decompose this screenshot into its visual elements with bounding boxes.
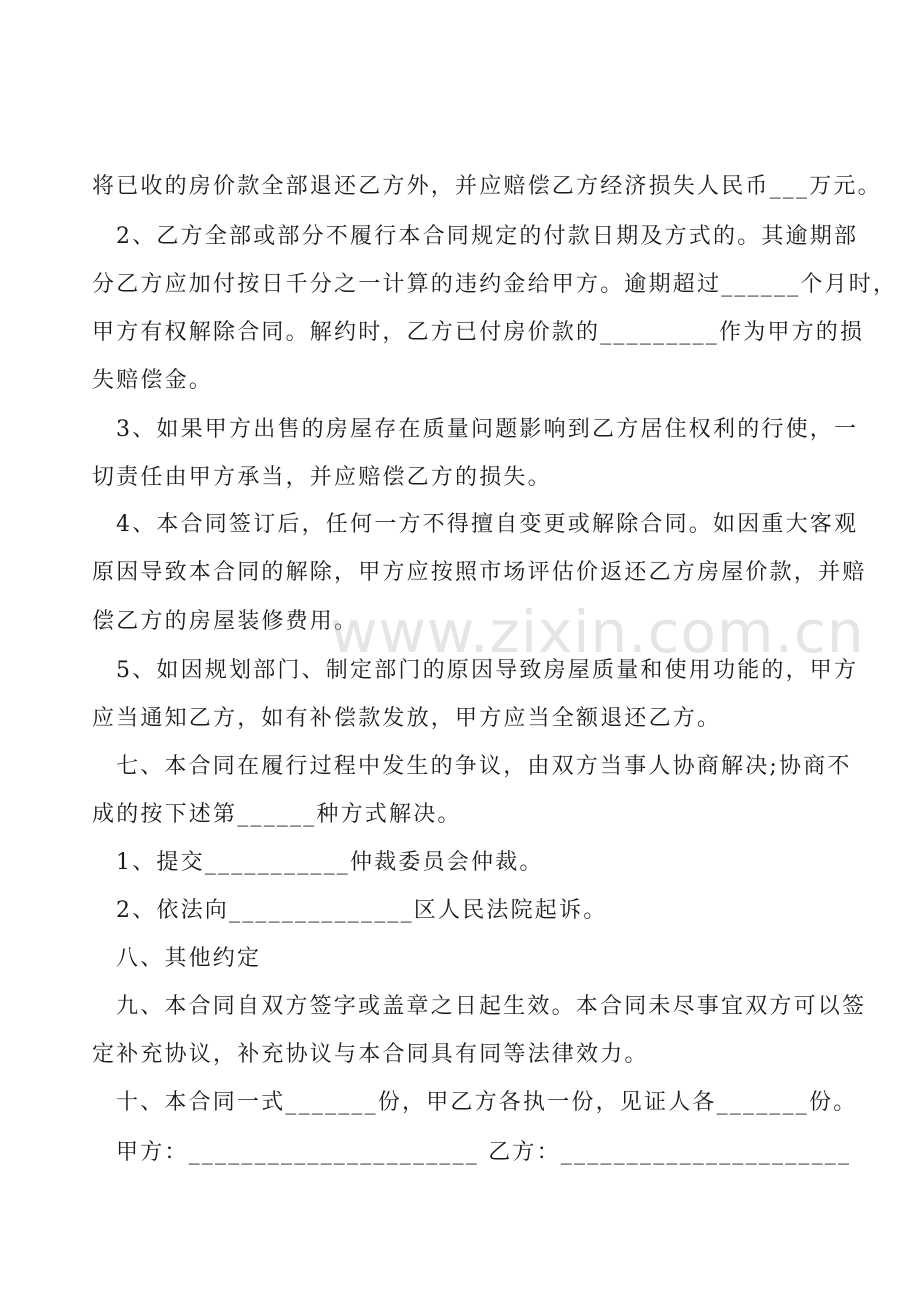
paragraph-line: 九、本合同自双方签字或盖章之日起生效。本合同未尽事宜双方可以签	[116, 994, 867, 1019]
paragraph-line: 十、本合同一式_______份，甲乙方各执一份，见证人各_______份。	[116, 1090, 858, 1115]
paragraph-line: 成的按下述第______种方式解决。	[92, 802, 462, 827]
watermark: www.zixin.com.cn	[330, 598, 865, 666]
paragraph-line: 分乙方应加付按日千分之一计算的违约金给甲方。逾期超过______个月时，	[92, 272, 898, 297]
signature-line: 甲方：______________________ 乙方：______________________	[116, 1140, 852, 1165]
paragraph-line: 失赔偿金。	[92, 368, 214, 393]
paragraph-line: 定补充协议，补充协议与本合同具有同等法律效力。	[92, 1042, 649, 1067]
paragraph-line: 将已收的房价款全部退还乙方外，并应赔偿乙方经济损失人民币___万元。	[92, 174, 882, 199]
paragraph-line: 偿乙方的房屋装修费用。	[92, 609, 359, 634]
paragraph-line: 3、如果甲方出售的房屋存在质量问题影响到乙方居住权利的行使，一	[116, 417, 859, 442]
paragraph-line: 2、乙方全部或部分不履行本合同规定的付款日期及方式的。其逾期部	[116, 224, 859, 249]
paragraph-line: 4、本合同签订后，任何一方不得擅自变更或解除合同。如因重大客观	[116, 512, 859, 537]
section-heading: 八、其他约定	[116, 946, 262, 971]
paragraph-line: 甲方有权解除合同。解约时，乙方已付房价款的_________作为甲方的损	[92, 320, 865, 345]
paragraph-line: 1、提交___________仲裁委员会仲裁。	[116, 850, 544, 875]
paragraph-line: 七、本合同在履行过程中发生的争议，由双方当事人协商解决;协商不	[116, 754, 852, 779]
paragraph-line: 应当通知乙方，如有补偿款发放，甲方应当全额退还乙方。	[92, 706, 722, 731]
paragraph-line: 5、如因规划部门、制定部门的原因导致房屋质量和使用功能的，甲方	[116, 658, 859, 683]
paragraph-line: 2、依法向______________区人民法院起诉。	[116, 898, 608, 923]
paragraph-line: 原因导致本合同的解除，甲方应按照市场评估价返还乙方房屋价款，并赔	[92, 560, 867, 585]
paragraph-line: 切责任由甲方承当，并应赔偿乙方的损失。	[92, 465, 552, 490]
